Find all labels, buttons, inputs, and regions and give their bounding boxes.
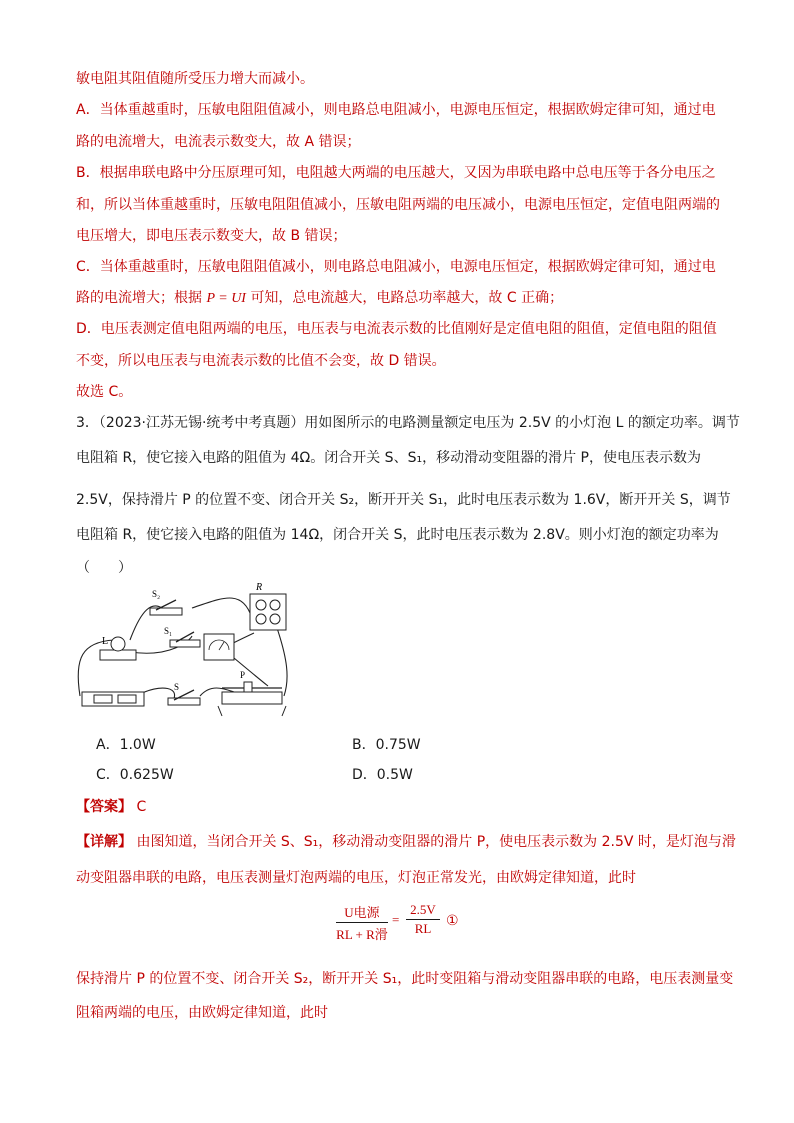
left-numerator: U电源 bbox=[336, 902, 388, 923]
wire-s2-r bbox=[192, 598, 252, 618]
detail-line-4: 阻箱两端的电压，由欧姆定律知道，此时 bbox=[76, 1005, 328, 1021]
right-denominator: RL bbox=[414, 921, 432, 936]
option-a[interactable]: A．1.0W bbox=[96, 737, 156, 753]
switch-s2 bbox=[150, 589, 182, 615]
answer-value: C bbox=[136, 799, 147, 815]
solution-option-c-line-1: C．当体重越重时，压敏电阻阻值减小，则电路总电阻减小，电源电压恒定，根据欧姆定律可知，通过电 bbox=[76, 259, 716, 275]
question-line-3: 2.5V，保持滑片 P 的位置不变、闭合开关 S₂，断开开关 S₁，此时电压表示数为 1.6V，断开开关 S，调节 bbox=[76, 492, 731, 508]
solution-option-d-line-1: D．电压表测定值电阻两端的电压，电压表与电流表示数的比值刚好是定值电阻的阻值，定值电阻的阻值 bbox=[76, 321, 717, 337]
left-denominator: RL + R滑 bbox=[336, 927, 388, 942]
detail-line-3: 保持滑片 P 的位置不变、闭合开关 S₂，断开开关 S₁，此时变阻箱与滑动变阻器串联的电路，电压表测量变 bbox=[76, 971, 734, 987]
left-fraction bbox=[336, 902, 388, 943]
option-c[interactable]: C．0.625W bbox=[96, 767, 174, 783]
detail-text-1: 由图知道，当闭合开关 S、S₁，移动滑动变阻器的滑片 P，使电压表示数为 2.5V 时，是灯泡与滑 bbox=[136, 834, 736, 850]
solution-line-1: 敏电阻其阻值随所受压力增大而减小。 bbox=[76, 71, 314, 87]
solution-option-b-line-3: 电压增大，即电压表示数变大，故 B 错误； bbox=[76, 228, 347, 244]
question-line-2: 电阻箱 R，使它接入电路的阻值为 4Ω。闭合开关 S、S₁，移动滑动变阻器的滑片 P，使电压表示数为 bbox=[76, 450, 701, 466]
detail-line-2: 动变阻器串联的电路，电压表测量灯泡两端的电压，灯泡正常发光，由欧姆定律知道，此时 bbox=[76, 870, 636, 886]
switch-s1 bbox=[164, 626, 200, 647]
solution-option-a-line-2: 路的电流增大，电流表示数变大，故 A 错误； bbox=[76, 134, 361, 150]
right-fraction bbox=[406, 902, 440, 937]
solution-option-c-line-2 bbox=[76, 287, 563, 307]
label-r: R bbox=[256, 582, 263, 593]
label-l: L bbox=[102, 636, 109, 647]
wire-r-right bbox=[277, 628, 287, 696]
label-p: P bbox=[240, 670, 246, 680]
switch-s bbox=[168, 682, 200, 705]
answer-line bbox=[76, 796, 146, 816]
label-s: S bbox=[174, 682, 180, 692]
option-d[interactable]: D．0.5W bbox=[352, 767, 413, 783]
power-formula: P = UI bbox=[206, 291, 246, 306]
question-line-4: 电阻箱 R，使它接入电路的阻值为 14Ω，闭合开关 S，此时电压表示数为 2.8V。则小灯泡的额定功率为 bbox=[76, 527, 719, 543]
option-b[interactable]: B．0.75W bbox=[352, 737, 421, 753]
detail-tag: 【详解】 bbox=[76, 834, 132, 850]
right-numerator: 2.5V bbox=[406, 902, 440, 920]
voltmeter bbox=[204, 634, 234, 660]
wire-left bbox=[78, 640, 114, 696]
solution-conclusion: 故选 C。 bbox=[76, 384, 133, 400]
question-line-1: 3．（2023·江苏无锡·统考中考真题）用如图所示的电路测量额定电压为 2.5V 的小灯泡 L 的额定功率。调节 bbox=[76, 415, 740, 431]
equals-sign: = bbox=[392, 912, 400, 927]
equation-marker: ① bbox=[446, 913, 459, 929]
rheostat bbox=[218, 670, 286, 716]
label-s1: S₁ bbox=[164, 626, 173, 636]
circuit-diagram bbox=[72, 578, 298, 722]
label-s2: S₂ bbox=[152, 589, 161, 599]
solution-option-a-line-1: A．当体重越重时，压敏电阻阻值减小，则电路总电阻减小，电源电压恒定，根据欧姆定律可知，通过电 bbox=[76, 102, 716, 118]
solution-c-text-b: 可知，总电流越大，电路总功率越大，故 C 正确； bbox=[250, 290, 564, 306]
answer-tag: 【答案】 bbox=[76, 799, 132, 815]
battery bbox=[82, 692, 144, 706]
solution-option-d-line-2: 不变，所以电压表与电流表示数的比值不会变，故 D 错误。 bbox=[76, 353, 446, 369]
solution-option-b-line-1: B．根据串联电路中分压原理可知，电阻越大两端的电压越大，又因为串联电路中总电压等于各分电压之 bbox=[76, 165, 716, 181]
detail-line-1 bbox=[76, 831, 736, 851]
solution-option-b-line-2: 和，所以当体重越重时，压敏电阻阻值减小，压敏电阻两端的电压减小，电源电压恒定，定值电阻两端的 bbox=[76, 197, 720, 213]
solution-c-text-a: 路的电流增大；根据 bbox=[76, 290, 202, 306]
resistance-box-r bbox=[250, 582, 286, 630]
question-blank: （ ） bbox=[76, 560, 132, 576]
